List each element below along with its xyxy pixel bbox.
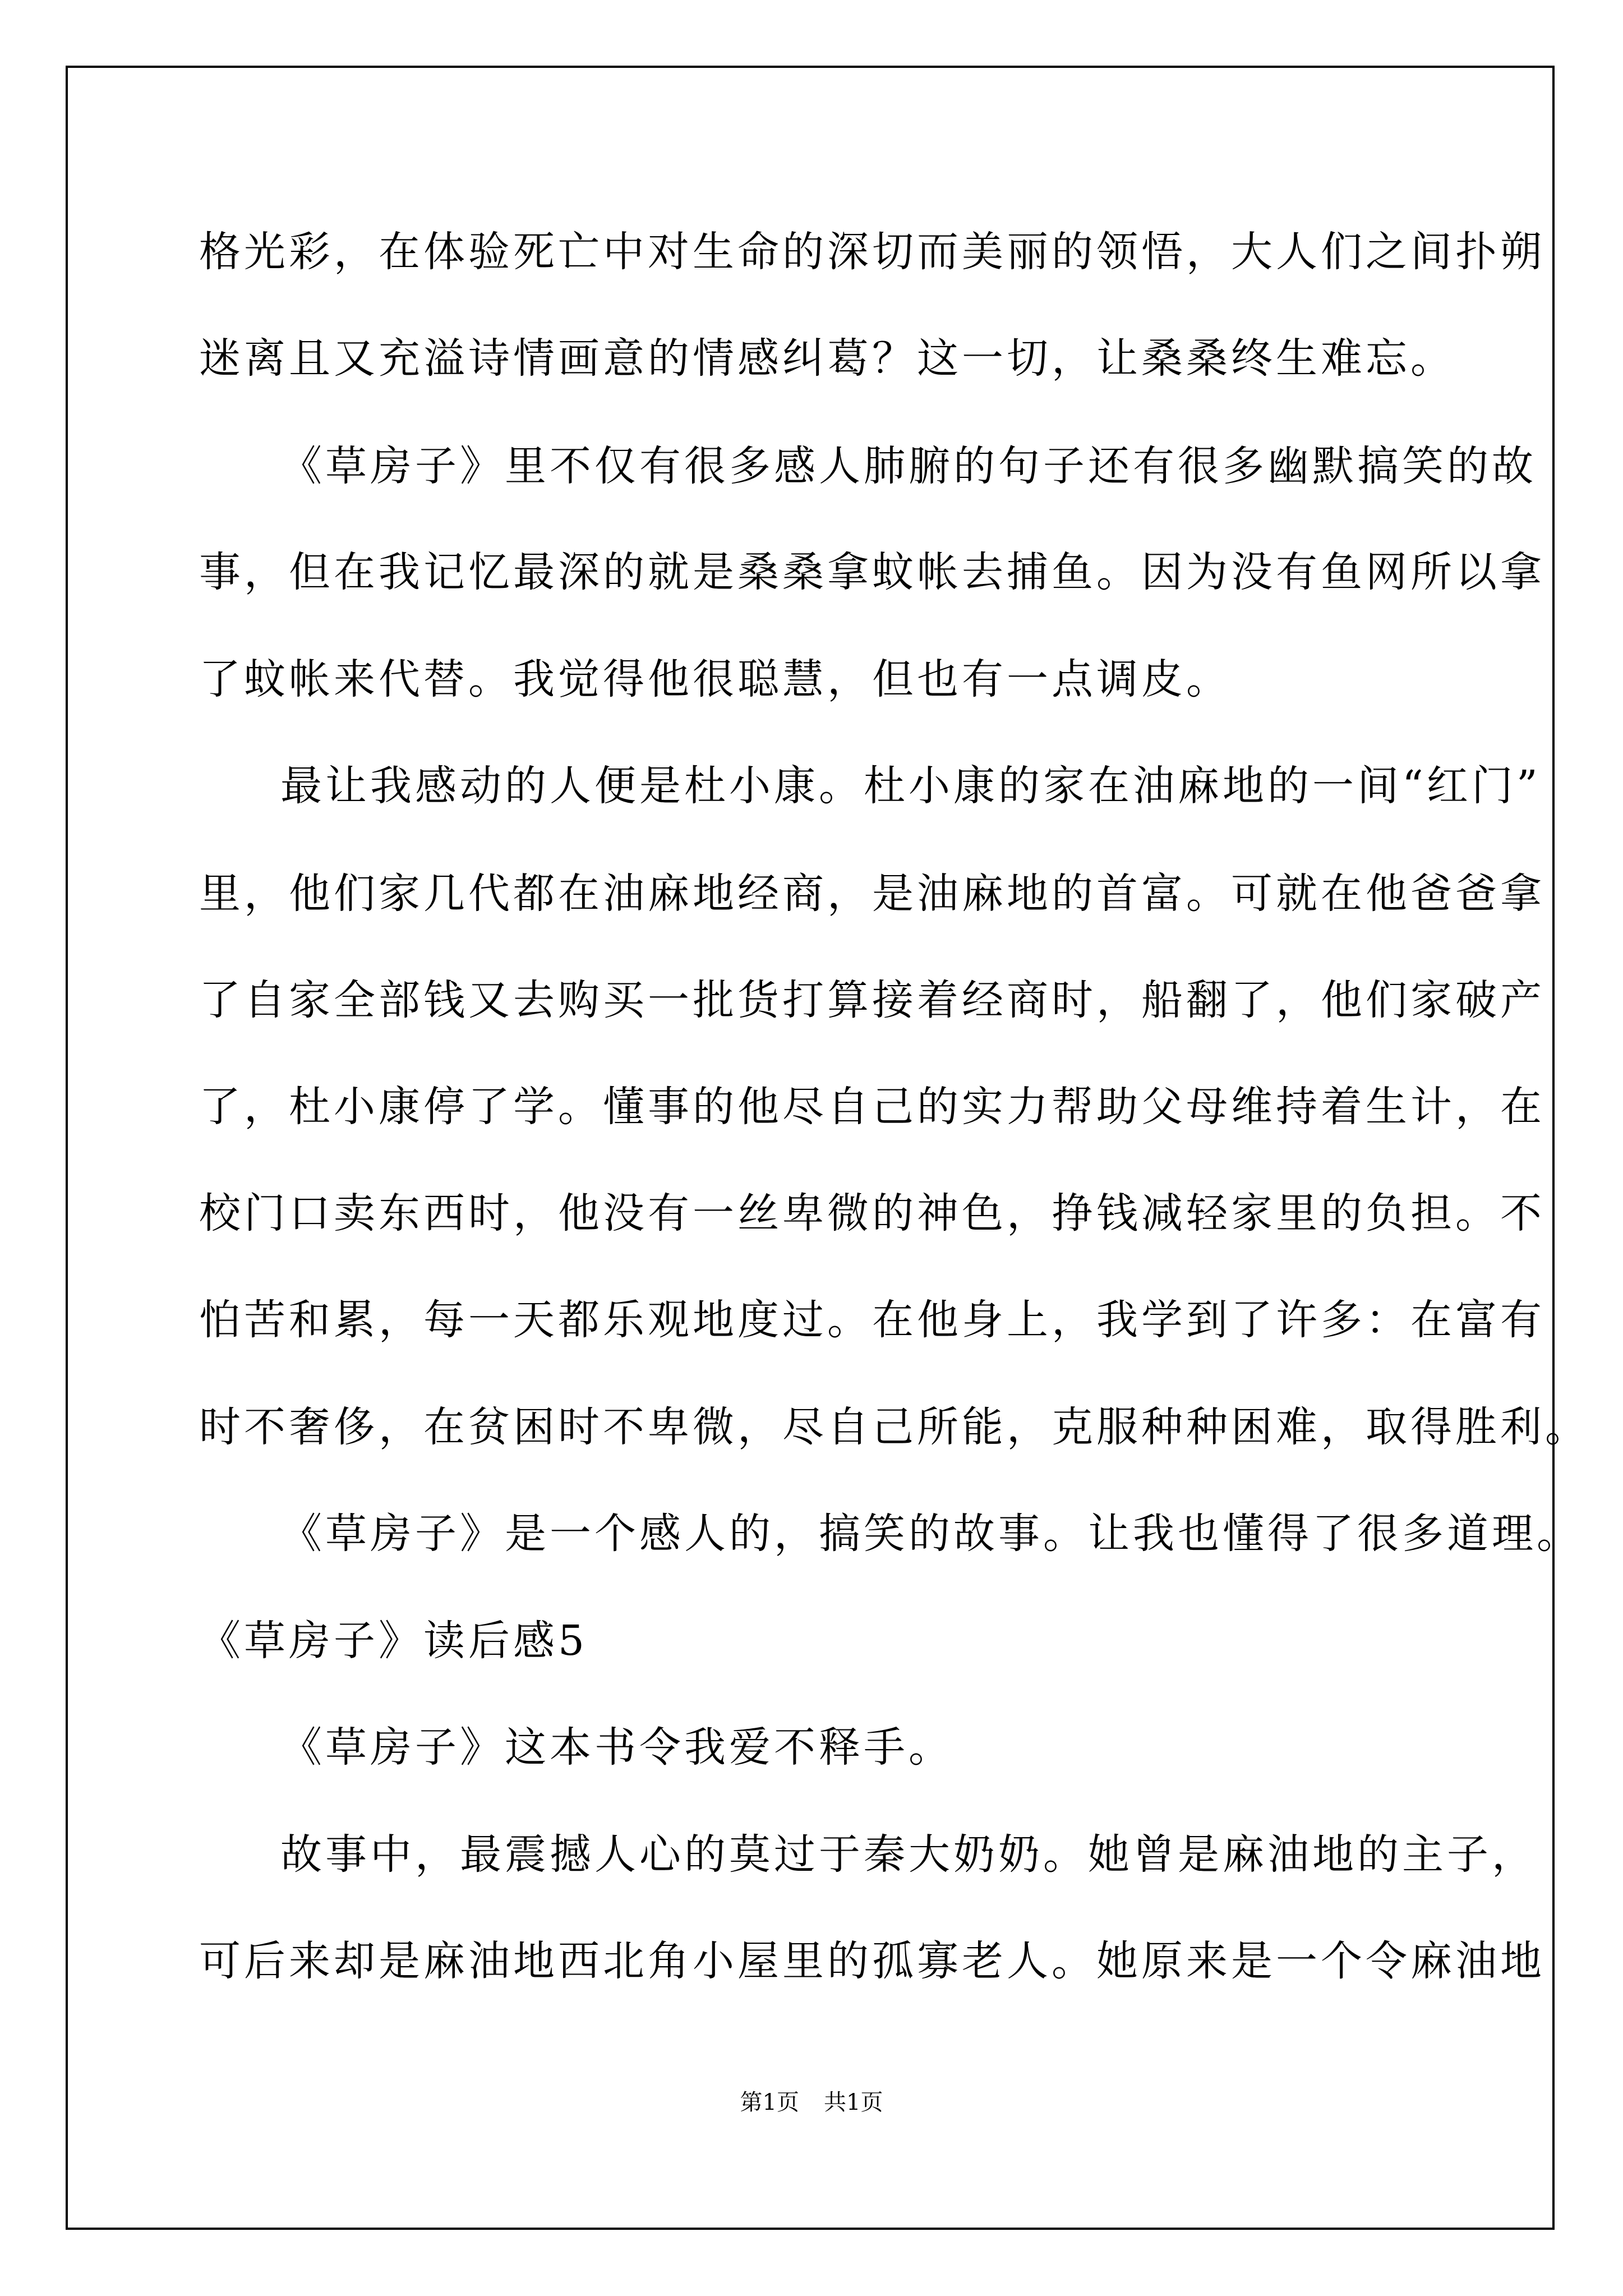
section-heading: 《草房子》读后感5 — [199, 1617, 588, 1665]
body-line-12: 时不奢侈，在贫困时不卑微，尽自己所能，克服种种困难，取得胜利。 — [199, 1403, 1590, 1451]
page-number-total: 共1页 — [824, 2090, 883, 2115]
body-line-11: 怕苦和累，每一天都乐观地度过。在他身上，我学到了许多：在富有 — [199, 1296, 1545, 1344]
body-line-3: 《草房子》里不仅有很多感人肺腑的句子还有很多幽默搞笑的故 — [280, 442, 1537, 490]
body-line-6: 最让我感动的人便是杜小康。杜小康的家在油麻地的一间“红门” — [280, 762, 1541, 810]
body-line-5: 了蚊帐来代替。我觉得他很聪慧，但也有一点调皮。 — [199, 655, 1231, 703]
body-line-7: 里，他们家几代都在油麻地经商，是油麻地的首富。可就在他爸爸拿 — [199, 869, 1545, 918]
body-line-9: 了，杜小康停了学。懂事的他尽自己的实力帮助父母维持着生计，在 — [199, 1083, 1545, 1131]
page-footer — [0, 2086, 1623, 2119]
body-line-16: 故事中，最震撼人心的莫过于秦大奶奶。她曾是麻油地的主子， — [280, 1830, 1537, 1879]
body-line-8: 了自家全部钱又去购买一批货打算接着经商时，船翻了，他们家破产 — [199, 976, 1545, 1024]
page-border — [66, 66, 1555, 2230]
body-line-4: 事，但在我记忆最深的就是桑桑拿蚊帐去捕鱼。因为没有鱼网所以拿 — [199, 548, 1545, 596]
body-line-17: 可后来却是麻油地西北角小屋里的孤寡老人。她原来是一个令麻油地 — [199, 1937, 1545, 1985]
body-line-1: 格光彩，在体验死亡中对生命的深切而美丽的领悟，大人们之间扑朔 — [199, 228, 1545, 276]
page-number-current: 第1页 — [740, 2090, 799, 2115]
body-line-2: 迷离且又充溢诗情画意的情感纠葛？这一切，让桑桑终生难忘。 — [199, 334, 1455, 383]
body-line-13: 《草房子》是一个感人的，搞笑的故事。让我也懂得了很多道理。 — [280, 1510, 1581, 1558]
body-line-15: 《草房子》这本书令我爱不释手。 — [280, 1723, 953, 1772]
body-line-10: 校门口卖东西时，他没有一丝卑微的神色，挣钱减轻家里的负担。不 — [199, 1189, 1545, 1237]
